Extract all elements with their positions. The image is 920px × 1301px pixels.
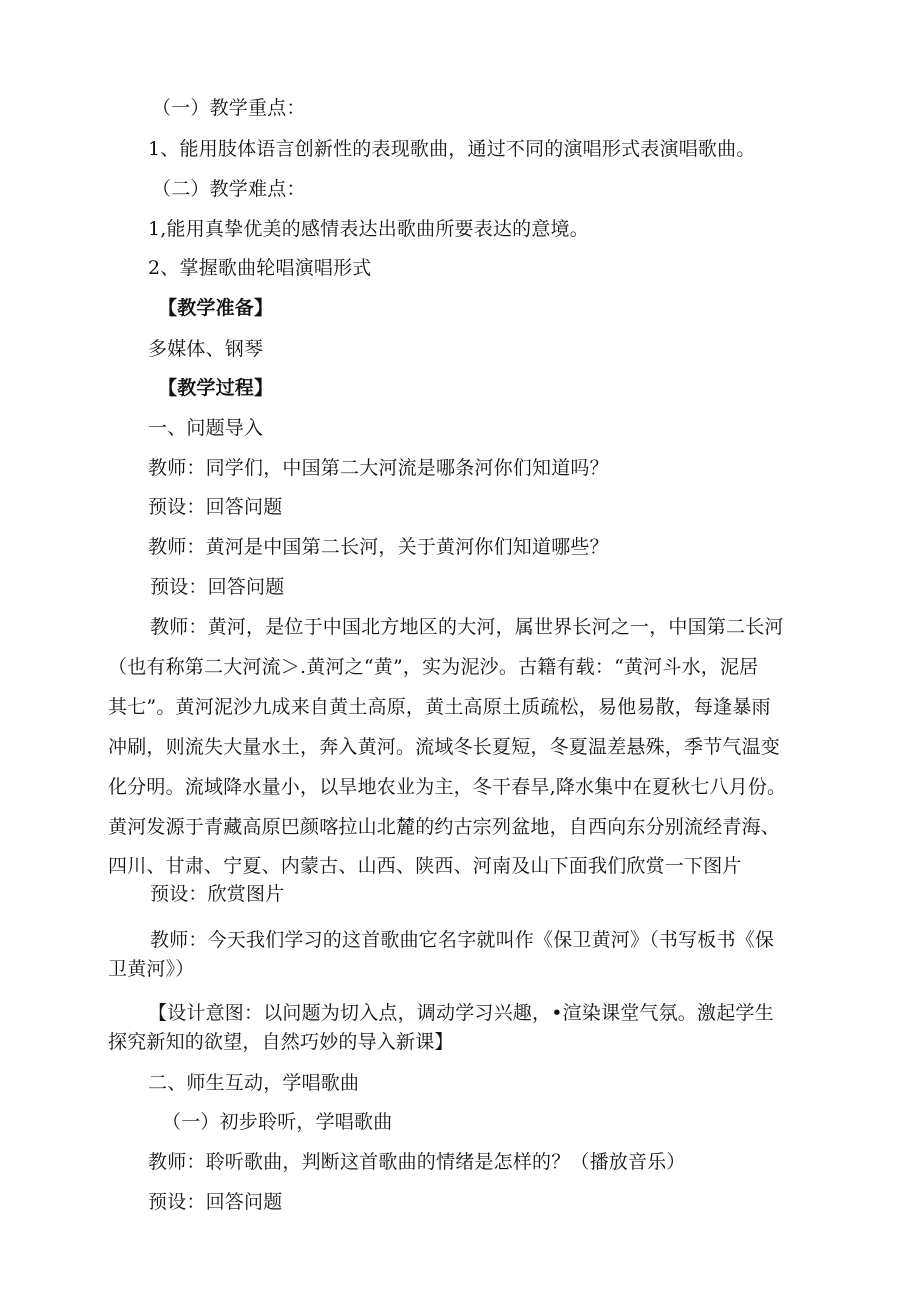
section-heading-difficulties: （二）教学难点： (152, 178, 306, 200)
difficulty-item-1: 1,能用真挚优美的感情表达出歌曲所要表达的意境。 (148, 218, 589, 240)
key-point-item-1: 1、能用肢体语言创新性的表现歌曲，通过不同的演唱形式表演唱歌曲。 (148, 138, 756, 160)
paragraph-line: 四川、甘肃、宁夏、内蒙古、山西、陕西、河南及山下面我们欣赏一下图片 (108, 855, 742, 877)
teacher-line-2: 教师：黄河是中国第二长河，关于黄河你们知道哪些？ (148, 536, 609, 558)
section-heading-key-points: （一）教学重点： (152, 97, 306, 119)
paragraph-line: 黄河发源于青藏高原巴颜喀拉山北麓的约古宗列盆地，自西向东分别流经青海、 (108, 816, 781, 838)
paragraph-line: 其七”。黄河泥沙九成来自黄土高原，黄土高原土质疏松，易他易散，每逢暴雨 (108, 696, 771, 718)
preparation-text: 多媒体、钢琴 (148, 338, 264, 360)
preset-line-1: 预设：回答问题 (148, 496, 283, 518)
section-heading-preparation: 【教学准备】 (158, 297, 274, 319)
design-intent-line-1: 【设计意图：以问题为切入点，调动学习兴趣，•渲染课堂气氛。激起学生 (148, 1002, 774, 1024)
subsection-interaction: 二、师生互动，学唱歌曲 (148, 1072, 360, 1094)
teacher-line-4: 教师：聆听歌曲，判断这首歌曲的情绪是怎样的？（播放音乐） (148, 1151, 686, 1173)
preset-line-3: 预设：欣赏图片 (150, 883, 285, 905)
paragraph-line: 化分明。流域降水量小，以旱地农业为主，冬干春旱,降水集中在夏秋七八月份。 (108, 776, 787, 798)
teacher-line-3-continued: 卫黄河》） (108, 958, 195, 980)
teacher-line-3: 教师：今天我们学习的这首歌曲它名字就叫作《保卫黄河》（书写板书《保 (150, 929, 775, 951)
preset-line-2: 预设：回答问题 (150, 576, 285, 598)
subsection-question-intro: 一、问题导入 (148, 417, 264, 439)
section-heading-process: 【教学过程】 (158, 377, 274, 399)
paragraph-line: 教师：黄河，是位于中国北方地区的大河，属世界长河之一，中国第二长河 (150, 616, 784, 638)
paragraph-line: （也有称第二大河流＞.黄河之“黄”，实为泥沙。古籍有载：“黄河斗水，泥居 (108, 656, 759, 678)
subsection-initial-listen: （一）初步聆听，学唱歌曲 (162, 1111, 393, 1133)
preset-line-4: 预设：回答问题 (148, 1191, 283, 1213)
teacher-line-1: 教师：同学们，中国第二大河流是哪条河你们知道吗？ (148, 457, 609, 479)
difficulty-item-2: 2、掌握歌曲轮唱演唱形式 (148, 257, 372, 279)
design-intent-line-2: 探究新知的欲望，自然巧妙的导入新课】 (108, 1031, 454, 1053)
paragraph-line: 冲刷，则流失大量水土，奔入黄河。流域冬长夏短，冬夏温差悬殊，季节气温变 (108, 736, 781, 758)
